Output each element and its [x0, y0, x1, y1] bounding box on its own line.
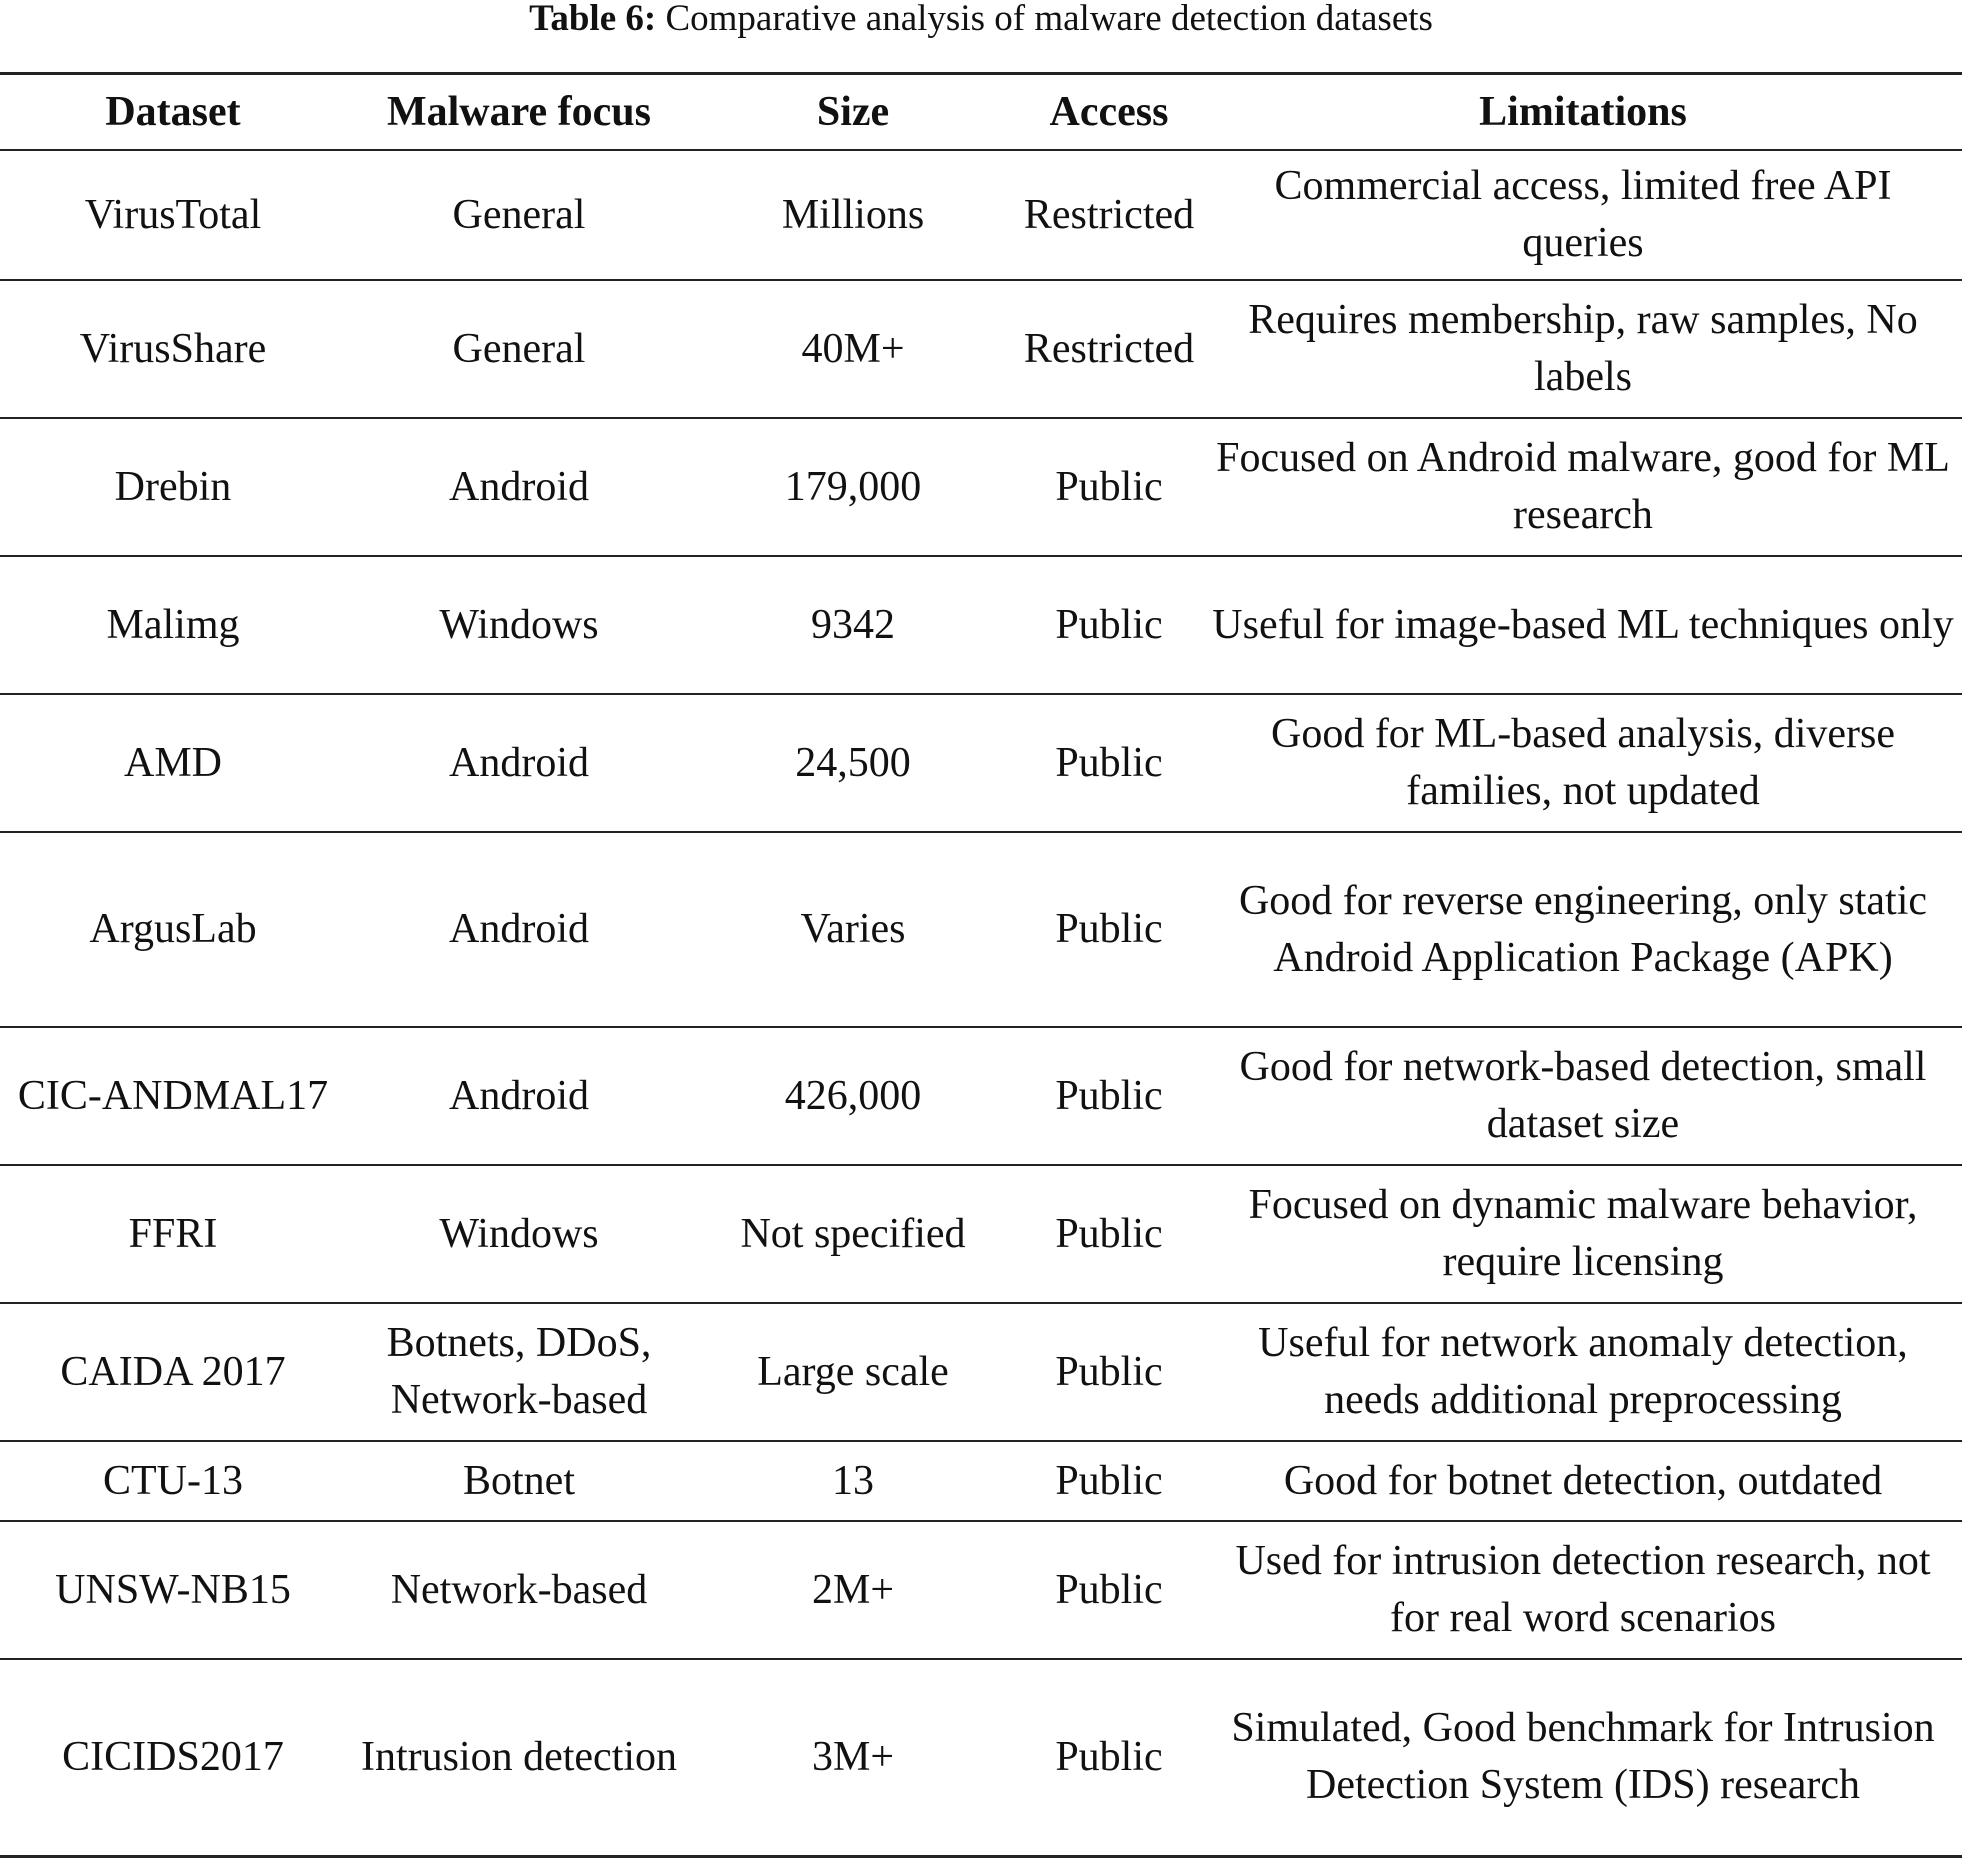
cell-limitations: Requires membership, raw samples, No labels: [1204, 280, 1962, 418]
cell-malware-focus: Botnets, DDoS, Network-based: [346, 1303, 692, 1441]
cell-limitations: Useful for image-based ML techniques only: [1204, 556, 1962, 694]
cell-limitations: Focused on Android malware, good for ML research: [1204, 418, 1962, 556]
table-row: [0, 1521, 1962, 1659]
cell-dataset: CIC-ANDMAL17: [0, 1027, 346, 1165]
cell-access: Public: [1014, 832, 1204, 1027]
cell-access: Public: [1014, 1165, 1204, 1303]
cell-size: Not specified: [692, 1165, 1014, 1303]
cell-limitations: Simulated, Good benchmark for Intrusion Detection System (IDS) research: [1204, 1659, 1962, 1856]
cell-size: 24,500: [692, 694, 1014, 832]
cell-access: Public: [1014, 418, 1204, 556]
cell-limitations: Commercial access, limited free API queries: [1204, 150, 1962, 280]
cell-limitations: Useful for network anomaly detection, needs additional preprocessing: [1204, 1303, 1962, 1441]
cell-size: 3M+: [692, 1659, 1014, 1856]
cell-size: Large scale: [692, 1303, 1014, 1441]
cell-malware-focus: Intrusion detection: [346, 1659, 692, 1856]
cell-dataset: UNSW-NB15: [0, 1521, 346, 1659]
table-row: [0, 832, 1962, 1027]
table-row: [0, 280, 1962, 418]
header-size: Size: [692, 74, 1014, 151]
cell-access: Public: [1014, 1659, 1204, 1856]
table-row: [0, 418, 1962, 556]
cell-malware-focus: General: [346, 280, 692, 418]
cell-access: Restricted: [1014, 150, 1204, 280]
cell-limitations: Focused on dynamic malware behavior, require licensing: [1204, 1165, 1962, 1303]
cell-malware-focus: Botnet: [346, 1441, 692, 1521]
cell-limitations: Good for ML-based analysis, diverse families, not updated: [1204, 694, 1962, 832]
header-access: Access: [1014, 74, 1204, 151]
datasets-table: [0, 72, 1962, 1858]
cell-dataset: CTU-13: [0, 1441, 346, 1521]
cell-malware-focus: Android: [346, 832, 692, 1027]
header-limitations: Limitations: [1204, 74, 1962, 151]
cell-limitations: Used for intrusion detection research, not for real word scenarios: [1204, 1521, 1962, 1659]
cell-size: 2M+: [692, 1521, 1014, 1659]
cell-size: Millions: [692, 150, 1014, 280]
header-malware-focus: Malware focus: [346, 74, 692, 151]
cell-limitations: Good for botnet detection, outdated: [1204, 1441, 1962, 1521]
header-row: [0, 74, 1962, 151]
cell-size: 13: [692, 1441, 1014, 1521]
table-row: [0, 1165, 1962, 1303]
cell-access: Public: [1014, 1441, 1204, 1521]
table-row: [0, 150, 1962, 280]
cell-access: Public: [1014, 556, 1204, 694]
cell-malware-focus: Android: [346, 1027, 692, 1165]
cell-dataset: Malimg: [0, 556, 346, 694]
cell-access: Restricted: [1014, 280, 1204, 418]
cell-access: Public: [1014, 1303, 1204, 1441]
cell-limitations: Good for network-based detection, small dataset size: [1204, 1027, 1962, 1165]
table-title: Comparative analysis of malware detection datasets: [665, 0, 1433, 39]
table-row: [0, 1441, 1962, 1521]
cell-dataset: VirusShare: [0, 280, 346, 418]
table-body: [0, 150, 1962, 1856]
cell-access: Public: [1014, 1027, 1204, 1165]
cell-malware-focus: Windows: [346, 1165, 692, 1303]
cell-dataset: FFRI: [0, 1165, 346, 1303]
cell-dataset: VirusTotal: [0, 150, 346, 280]
cell-limitations: Good for reverse engineering, only static Android Application Package (APK): [1204, 832, 1962, 1027]
cell-malware-focus: Windows: [346, 556, 692, 694]
cell-malware-focus: Network-based: [346, 1521, 692, 1659]
cell-size: 179,000: [692, 418, 1014, 556]
cell-dataset: Drebin: [0, 418, 346, 556]
cell-size: 9342: [692, 556, 1014, 694]
cell-dataset: ArgusLab: [0, 832, 346, 1027]
table-row: [0, 1659, 1962, 1856]
table-caption: [0, 0, 1962, 40]
cell-malware-focus: Android: [346, 418, 692, 556]
cell-malware-focus: Android: [346, 694, 692, 832]
table-number: Table 6:: [529, 0, 657, 39]
cell-size: 40M+: [692, 280, 1014, 418]
table-row: [0, 1303, 1962, 1441]
table-row: [0, 1027, 1962, 1165]
header-dataset: Dataset: [0, 74, 346, 151]
table-header: [0, 74, 1962, 151]
cell-access: Public: [1014, 1521, 1204, 1659]
cell-dataset: AMD: [0, 694, 346, 832]
cell-dataset: CICIDS2017: [0, 1659, 346, 1856]
cell-malware-focus: General: [346, 150, 692, 280]
cell-size: Varies: [692, 832, 1014, 1027]
cell-size: 426,000: [692, 1027, 1014, 1165]
cell-dataset: CAIDA 2017: [0, 1303, 346, 1441]
cell-access: Public: [1014, 694, 1204, 832]
table-row: [0, 694, 1962, 832]
table-row: [0, 556, 1962, 694]
